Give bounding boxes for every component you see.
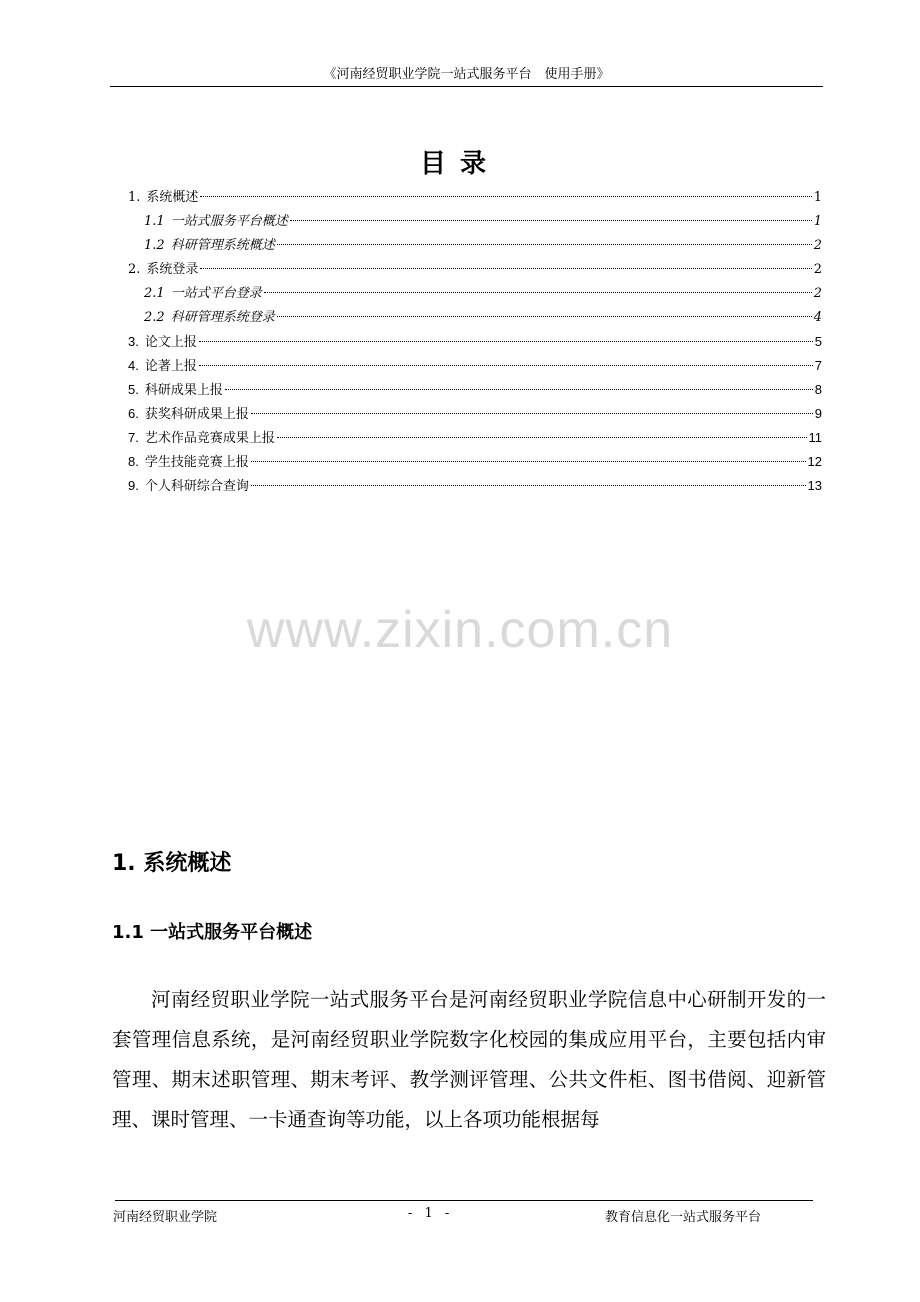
- toc-entry[interactable]: [128, 330, 822, 354]
- toc-entry[interactable]: [128, 426, 822, 450]
- toc-leader-dots: [199, 340, 813, 342]
- toc-entry-page: 11: [808, 430, 822, 445]
- toc-leader-dots: [251, 484, 806, 486]
- subsection-heading: 1.1 一站式服务平台概述: [112, 922, 313, 943]
- toc-entry[interactable]: [128, 354, 822, 378]
- toc-entry-number: 9.: [128, 478, 139, 493]
- toc-entry-number: 7.: [128, 430, 139, 445]
- toc-entry[interactable]: [128, 210, 822, 234]
- toc-entry[interactable]: [128, 186, 822, 210]
- toc-entry-number: 5.: [128, 382, 139, 397]
- toc-leader-dots: [199, 364, 813, 366]
- toc-leader-dots: [264, 291, 812, 293]
- toc-entry-title: 科研管理系统概述: [170, 238, 275, 253]
- toc-entry-page: 8: [814, 382, 822, 397]
- footer-right: 教育信息化一站式服务平台: [605, 1210, 762, 1225]
- toc-entry-page: 2: [813, 238, 822, 253]
- toc-entry[interactable]: [128, 474, 822, 498]
- toc-entry-page: 9: [814, 406, 822, 421]
- toc-entry-title: 科研管理系统登录: [170, 310, 275, 325]
- footer-divider: [115, 1200, 813, 1201]
- section-heading: 1. 系统概述: [112, 851, 232, 876]
- toc-leader-dots: [277, 243, 812, 245]
- toc-entry-page: 1: [813, 214, 822, 229]
- page-header: [110, 66, 823, 87]
- toc-entry-title: 一站式服务平台概述: [170, 214, 288, 229]
- toc-entry-title: 获奖科研成果上报: [144, 406, 249, 421]
- toc-leader-dots: [277, 436, 807, 438]
- table-of-contents: [128, 186, 822, 498]
- toc-leader-dots: [277, 315, 812, 317]
- page-number: - 1 -: [408, 1206, 454, 1221]
- toc-entry-page: 7: [814, 358, 822, 373]
- toc-leader-dots: [225, 388, 813, 390]
- toc-entry-page: 5: [814, 334, 822, 349]
- toc-entry-number: 3.: [128, 334, 139, 349]
- toc-entry-title: 科研成果上报: [144, 382, 223, 397]
- toc-entry-page: 2: [813, 262, 822, 277]
- toc-entry-title: 系统概述: [146, 190, 199, 205]
- toc-entry[interactable]: [128, 378, 822, 402]
- toc-entry[interactable]: [128, 306, 822, 330]
- toc-entry-number: 8.: [128, 454, 139, 469]
- toc-entry-number: 2.2: [144, 310, 165, 325]
- toc-entry-title: 系统登录: [146, 262, 199, 277]
- toc-entry-title: 学生技能竞赛上报: [144, 454, 249, 469]
- toc-entry-title: 论著上报: [144, 358, 197, 373]
- toc-entry-title: 论文上报: [144, 334, 197, 349]
- toc-entry-page: 13: [807, 478, 822, 493]
- header-title: 《河南经贸职业学院一站式服务平台 使用手册》: [323, 67, 610, 82]
- toc-entry[interactable]: [128, 402, 822, 426]
- toc-entry[interactable]: [128, 450, 822, 474]
- toc-entry-number: 1.1: [144, 214, 165, 229]
- toc-entry-number: 4.: [128, 358, 139, 373]
- toc-leader-dots: [290, 219, 812, 221]
- toc-entry-number: 6.: [128, 406, 139, 421]
- toc-entry-number: 2.: [128, 262, 141, 277]
- toc-entry-page: 12: [807, 454, 822, 469]
- toc-entry-page: 4: [813, 310, 822, 325]
- toc-leader-dots: [251, 460, 806, 462]
- toc-entry[interactable]: [128, 234, 822, 258]
- toc-leader-dots: [200, 195, 811, 197]
- footer-left: 河南经贸职业学院: [113, 1210, 218, 1225]
- toc-entry-number: 2.1: [144, 286, 165, 301]
- toc-entry-title: 艺术作品竞赛成果上报: [144, 430, 275, 445]
- toc-entry-title: 一站式平台登录: [170, 286, 262, 301]
- toc-entry[interactable]: [128, 258, 822, 282]
- toc-entry-number: 1.: [128, 190, 141, 205]
- toc-entry-title: 个人科研综合查询: [144, 478, 249, 493]
- toc-leader-dots: [200, 267, 811, 269]
- toc-entry-page: 2: [813, 286, 822, 301]
- watermark: www.zixin.com.cn: [246, 601, 674, 659]
- toc-leader-dots: [251, 412, 813, 414]
- toc-entry-page: 1: [813, 190, 822, 205]
- body-paragraph: 河南经贸职业学院一站式服务平台是河南经贸职业学院信息中心研制开发的一套管理信息系统，是河南经贸职业学院数字化校园的集成应用平台，主要包括内审管理、期末述职管理、期末考评、教学测评管理、公共文件柜、图书借阅、迎新管理、课时管理、一卡通查询等功能，以上各项功能根据每: [112, 988, 826, 1131]
- toc-entry-number: 1.2: [144, 238, 165, 253]
- toc-title: 目录: [419, 149, 500, 179]
- toc-entry[interactable]: [128, 282, 822, 306]
